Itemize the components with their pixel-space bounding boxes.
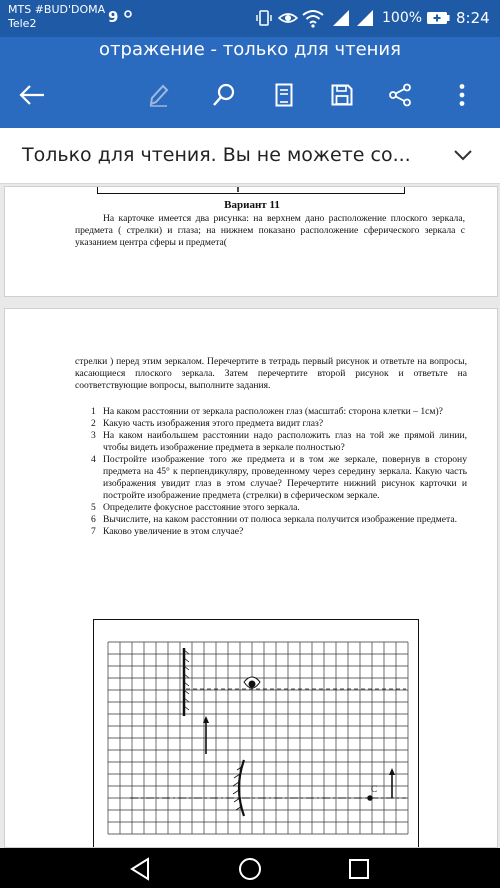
home-circle-icon[interactable] bbox=[237, 856, 263, 882]
edit-button[interactable] bbox=[138, 75, 178, 115]
task-item bbox=[75, 526, 467, 538]
degree-icon bbox=[123, 9, 133, 19]
weather-temperature: 9 bbox=[108, 8, 119, 26]
task-text: Каково увеличение в этом случае? bbox=[103, 526, 244, 537]
figure-mark bbox=[235, 187, 241, 193]
reading-view-icon bbox=[275, 83, 293, 107]
more-options-button[interactable] bbox=[442, 75, 482, 115]
task-list bbox=[75, 406, 467, 538]
back-button[interactable] bbox=[12, 75, 52, 115]
task-item bbox=[75, 430, 467, 454]
search-button[interactable] bbox=[204, 75, 244, 115]
read-only-message: Только для чтения. Вы не можете со... bbox=[22, 144, 411, 166]
task-number: 5 bbox=[91, 502, 96, 513]
pencil-icon bbox=[147, 83, 169, 107]
task-item bbox=[75, 418, 467, 430]
task-item bbox=[75, 502, 467, 514]
task-item bbox=[75, 454, 467, 502]
diagram-drawing bbox=[94, 620, 418, 848]
back-arrow-icon bbox=[18, 84, 46, 106]
search-icon bbox=[212, 83, 236, 107]
reading-view-button[interactable] bbox=[264, 75, 304, 115]
eye-icon bbox=[244, 677, 260, 688]
page2-intro-paragraph: стрелки ) перед этим зеркалом. Перечертите в тетрадь первый рисунок и ответьте на вопросы, касающиеся плоского зеркала. Затем перечертите второй рисунок и ответьте на соответствующие вопросы, выполните задания. bbox=[75, 356, 467, 391]
carrier-name-2: Tele2 bbox=[8, 17, 37, 30]
battery-percentage: 100% bbox=[382, 10, 423, 26]
task-item bbox=[75, 514, 467, 526]
status-bar bbox=[0, 0, 500, 37]
signal-icon-1 bbox=[332, 8, 350, 28]
task-text: Определите фокусное расстояние этого зеркала. bbox=[103, 502, 300, 513]
task-text: Постройте изображение того же предмета и в том же зеркале, повернув в сторону предмета на 45° к перпендикуляру, проведенному через середину зеркала. Какую часть изображения увидит глаз в этом случае? Перечертите нижний рисунок карточки и постройте изображение предмета (стрелки) в сферическом зеркале. bbox=[103, 454, 467, 501]
task-number: 4 bbox=[91, 454, 96, 465]
variant-title: Вариант 11 bbox=[224, 199, 280, 211]
vibrate-icon bbox=[256, 8, 272, 28]
battery-icon bbox=[426, 8, 450, 28]
sphere-center-point bbox=[367, 795, 373, 801]
task-number: 1 bbox=[91, 406, 96, 417]
grid-lines bbox=[108, 642, 408, 834]
task-item bbox=[75, 406, 467, 418]
task-number: 2 bbox=[91, 418, 96, 429]
task-text: На каком наибольшем расстоянии надо расположить глаз на той же прямой линии, чтобы видеть изображение предмета в зеркале полностью? bbox=[103, 430, 467, 453]
read-only-banner[interactable] bbox=[0, 128, 500, 184]
recents-square-icon[interactable] bbox=[346, 856, 372, 882]
task-number: 7 bbox=[91, 526, 96, 537]
mirror-diagram bbox=[93, 619, 419, 848]
wifi-icon bbox=[302, 8, 324, 28]
app-bar bbox=[0, 37, 500, 128]
back-triangle-icon[interactable] bbox=[128, 856, 154, 882]
save-button[interactable] bbox=[322, 75, 362, 115]
task-number: 3 bbox=[91, 430, 96, 441]
task-text: Какую часть изображения этого предмета видит глаз? bbox=[103, 418, 324, 429]
chevron-down-icon[interactable] bbox=[452, 144, 474, 166]
clock: 8:24 bbox=[456, 9, 490, 27]
eye-comfort-icon bbox=[278, 8, 298, 28]
page1-paragraph: На карточке имеется два рисунка: на верхнем дано расположение плоского зеркала, предмета ( стрелки) и глаза; на нижнем показано расположение сферического зеркала с указанием центра сферы и предмета( bbox=[75, 213, 465, 248]
sphere-center-label: C bbox=[371, 784, 378, 794]
task-text: На каком расстоянии от зеркала расположен глаз (масштаб: сторона клетки – 1см)? bbox=[103, 406, 443, 417]
share-icon bbox=[388, 83, 412, 107]
more-icon bbox=[458, 83, 466, 107]
navigation-bar bbox=[0, 848, 500, 888]
task-text: Вычислите, на каком расстоянии от полюса зеркала получится изображение предмета. bbox=[103, 514, 457, 525]
object-arrowhead-2 bbox=[389, 768, 395, 775]
save-icon bbox=[331, 84, 353, 106]
carrier-name-1: MTS #BUD'DOMA bbox=[8, 3, 106, 16]
figure-frame-bottom bbox=[97, 187, 405, 194]
document-title: отражение - только для чтения bbox=[99, 39, 401, 60]
share-button[interactable] bbox=[380, 75, 420, 115]
signal-icon-2 bbox=[356, 8, 374, 28]
document-page-1 bbox=[4, 186, 498, 297]
document-page-2 bbox=[4, 308, 498, 848]
task-number: 6 bbox=[91, 514, 96, 525]
